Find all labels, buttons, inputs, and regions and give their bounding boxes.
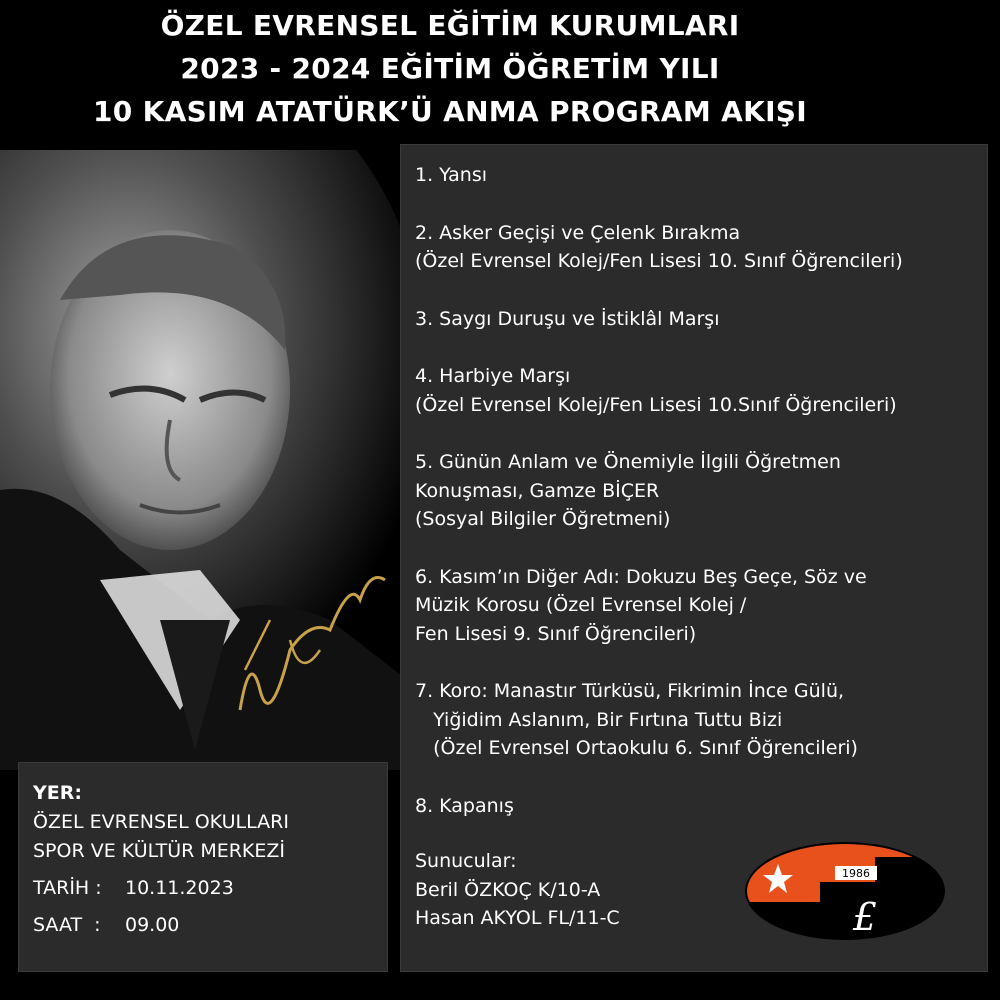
program-item-line: 1. Yansı bbox=[415, 164, 488, 186]
program-item-line: (Özel Evrensel Ortaokulu 6. Sınıf Öğrencileri) bbox=[415, 737, 858, 759]
presenter-2: Hasan AKYOL FL/11-C bbox=[415, 907, 620, 929]
presenters-label: Sunucular: bbox=[415, 850, 517, 872]
program-item-line: Konuşması, Gamze BİÇER bbox=[415, 479, 660, 502]
event-info-panel bbox=[18, 762, 388, 972]
program-item-line: Müzik Korosu (Özel Evrensel Kolej / bbox=[415, 594, 747, 616]
place-label: YER: bbox=[33, 782, 82, 804]
time-row bbox=[33, 911, 387, 940]
program-item-line: 7. Koro: Manastır Türküsü, Fikrimin İnce Gülü, bbox=[415, 680, 845, 702]
program-item-line: Fen Lisesi 9. Sınıf Öğrencileri) bbox=[415, 622, 697, 645]
program-item-line: 6. Kasım’ın Diğer Adı: Dokuzu Beş Geçe, Söz ve bbox=[415, 565, 867, 588]
program-item-line: 3. Saygı Duruşu ve İstiklâl Marşı bbox=[415, 307, 720, 330]
date-row bbox=[33, 874, 387, 903]
logo-year: 1986 bbox=[842, 867, 870, 880]
title-line-2: 2023 - 2024 EĞİTİM ÖĞRETİM YILI bbox=[180, 52, 720, 85]
place-line-1: ÖZEL EVRENSEL OKULLARI bbox=[33, 811, 289, 833]
page-title bbox=[0, 4, 900, 133]
program-item bbox=[415, 305, 987, 334]
time-value: 09.00 bbox=[125, 914, 180, 936]
program-item bbox=[415, 792, 987, 821]
program-item bbox=[415, 219, 987, 276]
program-item bbox=[415, 563, 987, 649]
program-item-line: (Özel Evrensel Kolej/Fen Lisesi 10. Sınıf Öğrencileri) bbox=[415, 250, 903, 272]
title-line-1: ÖZEL EVRENSEL EĞİTİM KURUMLARI bbox=[160, 9, 740, 42]
program-item-line: 5. Günün Anlam ve Önemiyle İlgili Öğretmen bbox=[415, 451, 841, 473]
title-line-3: 10 KASIM ATATÜRK’Ü ANMA PROGRAM AKIŞI bbox=[93, 95, 807, 128]
logo-symbol: £ bbox=[852, 895, 878, 939]
program-item-line: Yiğidim Aslanım, Bir Fırtına Tuttu Bizi bbox=[415, 708, 783, 731]
time-label: SAAT : bbox=[33, 914, 101, 936]
program-item bbox=[415, 161, 987, 190]
program-item-line: 2. Asker Geçişi ve Çelenk Bırakma bbox=[415, 221, 741, 244]
program-item-line: 4. Harbiye Marşı bbox=[415, 365, 571, 387]
program-item bbox=[415, 362, 987, 419]
program-item-line: 8. Kapanış bbox=[415, 794, 514, 817]
program-item-line: (Özel Evrensel Kolej/Fen Lisesi 10.Sınıf Öğrencileri) bbox=[415, 393, 897, 416]
program-list bbox=[415, 161, 987, 820]
date-value: 10.11.2023 bbox=[125, 877, 234, 899]
ataturk-portrait bbox=[0, 150, 420, 770]
place-line-2: SPOR VE KÜLTÜR MERKEZİ bbox=[33, 840, 286, 862]
program-item-line: (Sosyal Bilgiler Öğretmeni) bbox=[415, 508, 671, 530]
presenter-1: Beril ÖZKOÇ K/10-A bbox=[415, 878, 601, 901]
program-item bbox=[415, 448, 987, 534]
program-item bbox=[415, 677, 987, 763]
school-logo bbox=[745, 842, 945, 940]
date-label: TARİH : bbox=[33, 877, 102, 899]
